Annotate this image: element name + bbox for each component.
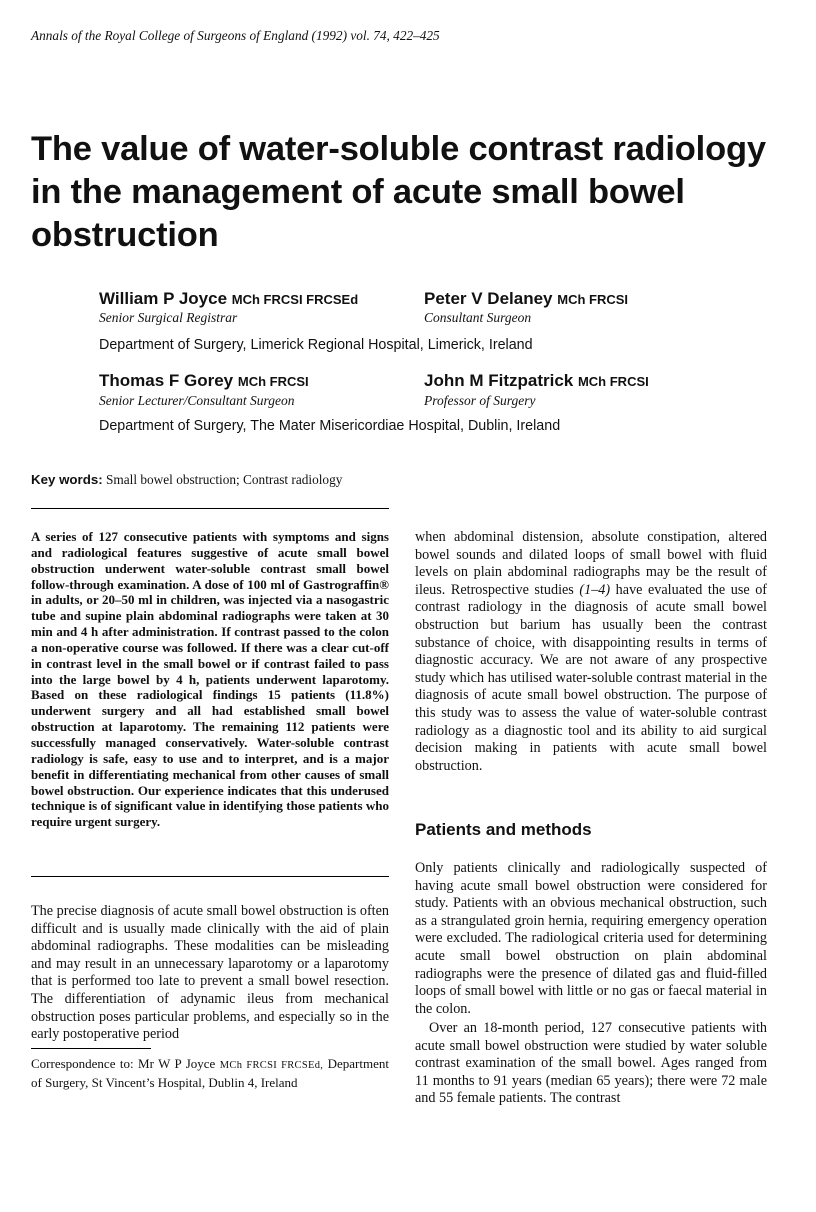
correspondence-note: Correspondence to: Mr W P Joyce MCh FRCSI FRCSEd, Department of Surgery, St Vincent’s Hospital, Dublin 4, Ireland (31, 1056, 389, 1090)
author-name-gorey: Thomas F Gorey MCh FRCSI (99, 371, 309, 390)
keywords-label: Key words: (31, 472, 103, 487)
methods-paragraph-2: Over an 18-month period, 127 consecutive patients with acute small bowel obstruction were studied by water soluble contrast examination of the small bowel. Ages ranged from 11 months to 91 years (median 65 years); there were 72 male and 55 female patients. The contrast (415, 1020, 767, 1107)
author-role-joyce: Senior Surgical Registrar (99, 310, 238, 325)
section-heading-patients-methods: Patients and methods (415, 820, 592, 839)
author-role-delaney: Consultant Surgeon (424, 310, 532, 325)
author-name-fitzpatrick: John M Fitzpatrick MCh FRCSI (424, 371, 649, 390)
keywords: Key words: Small bowel obstruction; Contrast radiology (31, 472, 343, 487)
affiliation-dublin: Department of Surgery, The Mater Misericordiae Hospital, Dublin, Ireland (99, 418, 561, 434)
author-role-gorey: Senior Lecturer/Consultant Surgeon (99, 393, 295, 408)
intro-right-paragraph: when abdominal distension, absolute constipation, altered bowel sounds and dilated loops of small bowel with fluid levels on plain abdominal radiographs may be the result of ileus. Retrospective studies (1–4) have evaluated the use of contrast radiology in the diagnosis of acute small bowel obstruction but barium has usually been the contrast substance of choice, with disappointing results in terms of diagnostic accuracy. We are not aware of any prospective study which has utilised water-soluble contrast material in the diagnosis of acute small bowel obstruction. The purpose of this study was to assess the value of water-soluble contrast radiology as a diagnostic tool and its ability to aid surgical decision making in patients with acute small bowel obstruction. (415, 529, 768, 774)
author-name-delaney: Peter V Delaney MCh FRCSI (424, 289, 629, 308)
running-head: Annals of the Royal College of Surgeons of England (1992) vol. 74, 422–425 (31, 28, 440, 43)
author-role-fitzpatrick: Professor of Surgery (424, 393, 536, 408)
intro-left-paragraph: The precise diagnosis of acute small bowel obstruction is often difficult and is usually made clinically with the aid of plain abdominal radiographs. These modalities can be misleading and may result in an unnecessary laparotomy or a laparotomy that is performed too late to prevent a small bowel resection. The differentiation of adynamic ileus from mechanical obstruction poses particular problems, and especially so in the early postoperative period (31, 903, 389, 1043)
divider-footnote (31, 1048, 151, 1049)
divider-abstract-top (31, 508, 389, 509)
methods-paragraph-1: Only patients clinically and radiologically suspected of having acute small bowel obstruction were considered for study. Patients with an obvious mechanical obstruction, such as a strangulated groin hernia, requiring emergency operation were excluded. The radiological criteria used for determining acute small bowel obstruction on plain abdominal radiographs were the presence of dilated gas and fluid-filled loops of small bowel with little or no gas or faecal material in the colon. (415, 860, 767, 1017)
divider-abstract-bottom (31, 876, 389, 877)
affiliation-limerick: Department of Surgery, Limerick Regional Hospital, Limerick, Ireland (99, 337, 533, 353)
article-title: The value of water-soluble contrast radiology in the management of acute small bowel obstruction (31, 130, 766, 254)
reference-citation: (1–4) (579, 581, 611, 598)
author-name-joyce: William P Joyce MCh FRCSI FRCSEd (99, 289, 359, 308)
abstract: A series of 127 consecutive patients with symptoms and signs and radiological features suggestive of acute small bowel obstruction underwent water-soluble contrast small bowel follow-through examination. A dose of 100 ml of Gastrograffin® in adults, or 20–50 ml in children, was injected via a nasogastric tube and supine plain abdominal radiographs were taken at 30 min and 4 h after administration. If contrast passed to the colon a non-operative course was followed. If there was a clear cut-off in contrast level in the small bowel or if contrast failed to pass into the large bowel by 4 h, patients underwent laparotomy. Based on these radiological findings 15 patients (11.8%) underwent surgery and all had established small bowel obstruction at laparotomy. The remaining 112 patients were successfully managed conservatively. Water-soluble contrast radiology is safe, easy to use and to interpret, and is a major benefit in differentiating mechanical from other causes of small bowel obstruction. Our experience indicates that this underused technique is of significant value in identifying those patients who require urgent surgery. (31, 529, 389, 830)
